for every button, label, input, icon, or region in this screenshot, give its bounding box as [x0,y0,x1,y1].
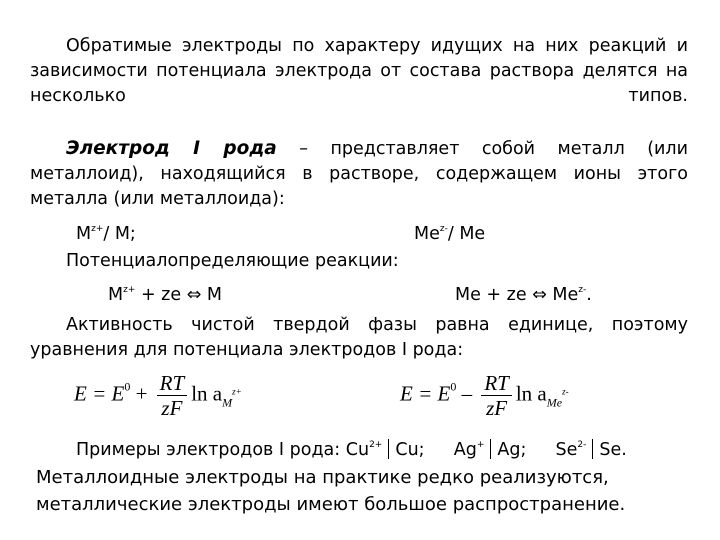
example-se: $Se^{2-}$ Se. [555,440,627,460]
definition-text-line1: представляет собой металл (или [330,139,688,159]
reaction-left: $M^{z+}$ + ze ⇔ M [108,285,223,305]
example-cu: $Cu^{2+}$ Cu; [345,440,425,460]
activity-paragraph: Активность чистой твердой фазы равна единице, поэтому уравнения для потенциала электродов I рода: [30,315,688,360]
example-ag: Ag+ Ag; [453,440,527,460]
definition-term: Электрод I рода [66,138,277,159]
notation-right: $Me^{z-}/$ Me [414,224,486,244]
reaction-right: Me + ze ⇔ $Me^{z-}$. [455,285,592,305]
definition-paragraph: Электрод I рода – представляет собой металл (или металлоид), находящийся в растворе, содержащем ионы этого металла (или металлоида): [30,136,688,212]
formula-right: $E = E^0$ – $\frac{RT}{zF}$ $\ln a_{Me}^{z-}$ [400,371,569,420]
definition-text: металлоид), находящийся в растворе, содержащем ионы этого металла (или металлоида): [30,164,688,209]
examples-line: Примеры электродов I рода: $Cu^{2+}$ Cu; Ag+ Ag; $Se^{2-}$ Se. [76,440,627,460]
intro-paragraph: Обратимые электроды по характеру идущих на них реакций и зависимости потенциала электрода от состава раствора делятся на несколько типов. [30,36,688,106]
notation-left: $M^{z+}/$ M; [76,224,136,244]
formula-left: $E = E^0$ + $\frac{RT}{zF}$ $\ln a_M^{z+}$ [74,371,242,420]
closing-paragraph: Металлоидные электроды на практике редко реализуются, металлические электроды имеют большое распространение. [36,467,626,515]
reactions-label: Потенциалопределяющие реакции: [66,251,399,271]
